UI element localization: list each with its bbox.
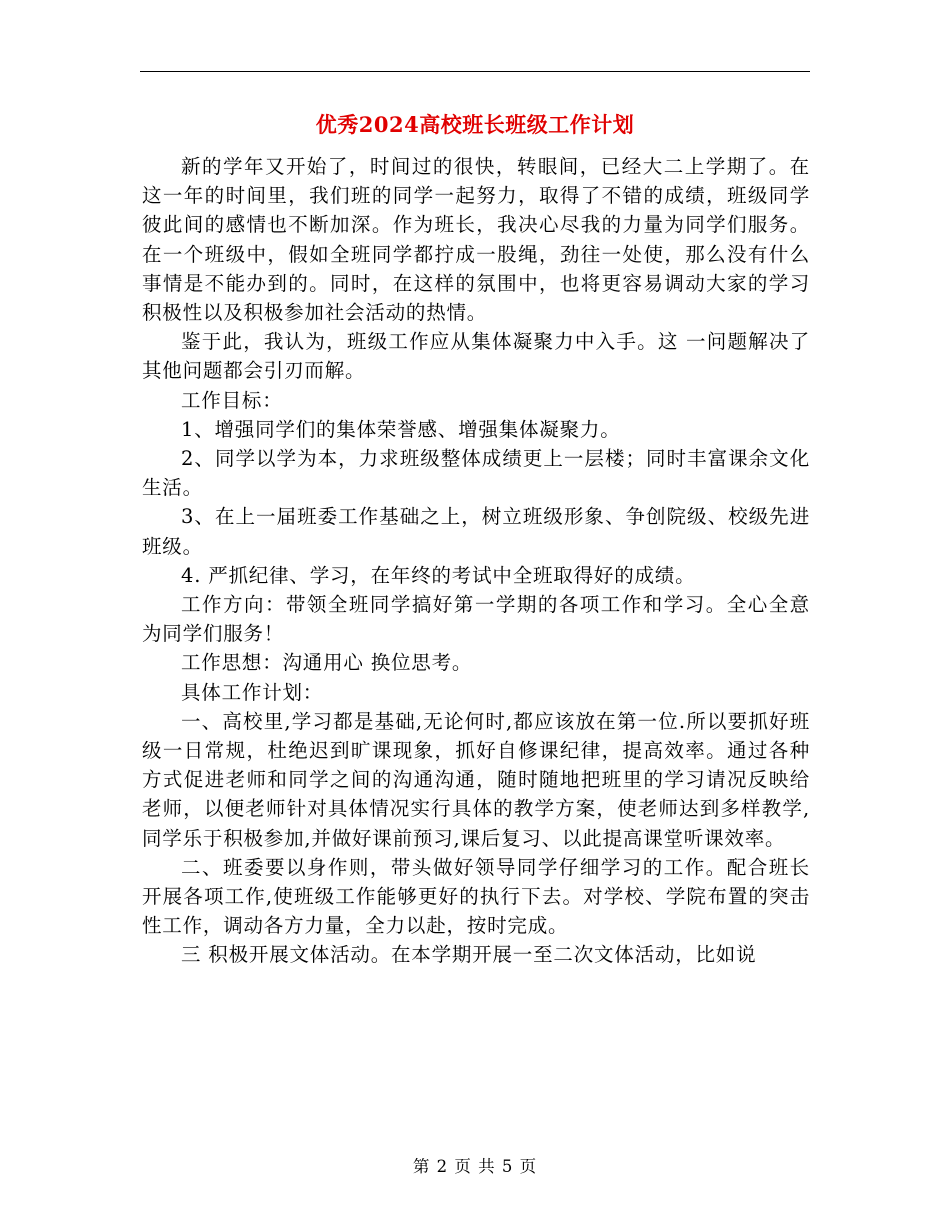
heading-goals: 工作目标：: [181, 388, 283, 412]
paragraph-thinking: 工作思想：沟通用心 换位思考。: [181, 651, 473, 675]
paragraph-focus: 鉴于此，我认为，班级工作应从集体凝聚力中入手。这 一问题解决了其他问题都会引刃而解。: [142, 330, 810, 383]
document-title: 优秀2024高校班长班级工作计划: [315, 112, 635, 137]
document-body: [142, 152, 810, 970]
page-footer: 第 2 页 共 5 页: [412, 1157, 538, 1176]
plan-item-3: 三 积极开展文体活动。在本学期开展一至二次文体活动，比如说: [181, 943, 757, 967]
goal-item-4: 4. 严抓纪律、学习，在年终的考试中全班取得好的成绩。: [181, 563, 696, 587]
goal-item-3: 3、在上一届班委工作基础之上，树立班级形象、争创院级、校级先进班级。: [142, 505, 810, 558]
heading-plan: 具体工作计划：: [181, 680, 324, 704]
paragraph-direction: 工作方向：带领全班同学搞好第一学期的各项工作和学习。全心全意为同学们服务！: [142, 593, 810, 646]
goal-item-1: 1、增强同学们的集体荣誉感、增强集体凝聚力。: [181, 417, 621, 441]
goal-item-2: 2、同学以学为本，力求班级整体成绩更上一层楼；同时丰富课余文化生活。: [142, 447, 810, 500]
paragraph-intro: 新的学年又开始了，时间过的很快，转眼间，已经大二上学期了。在这一年的时间里，我们班的同学一起努力，取得了不错的成绩，班级同学彼此间的感情也不断加深。作为班长，我决心尽我的力量为同学们服务。在一个班级中，假如全班同学都拧成一股绳，劲往一处使，那么没有什么事情是不能办到的。同时，在这样的氛围中，也将更容易调动大家的学习积极性以及积极参加社会活动的热情。: [142, 155, 810, 325]
plan-item-2: 二、班委要以身作则，带头做好领导同学仔细学习的工作。配合班长开展各项工作,使班级工作能够更好的执行下去。对学校、学院布置的突击性工作，调动各方力量，全力以赴，按时完成。: [142, 855, 810, 938]
plan-item-1: 一、高校里,学习都是基础,无论何时,都应该放在第一位.所以要抓好班级一日常规，杜绝迟到旷课现象，抓好自修课纪律，提高效率。通过各种方式促进老师和同学之间的沟通沟通，随时随地把班里的学习请况反映给老师，以便老师针对具体情况实行具体的教学方案，使老师达到多样教学,同学乐于积极参加,并做好课前预习,课后复习、以此提高课堂听课效率。: [142, 709, 810, 850]
header-rule: [140, 71, 810, 72]
